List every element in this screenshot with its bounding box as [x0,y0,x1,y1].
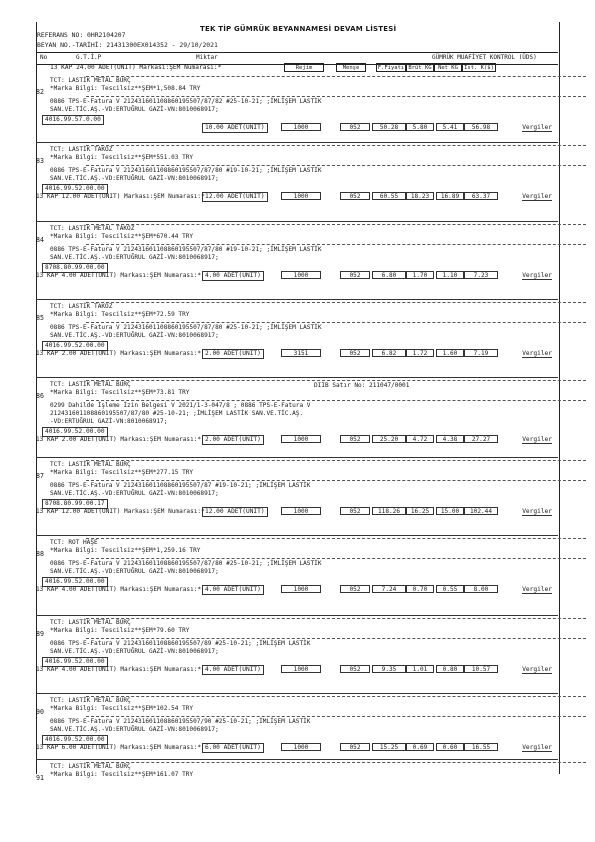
sub-net: Net KG [434,63,462,72]
item-description: TCT: LASTİK METAL BURÇ [50,763,131,770]
item-value: 1000 [281,507,321,515]
item-description: *Marka Bilgi: Tescilsiz**ŞEM*161.07 TRY [50,771,194,778]
item-value: 1000 [281,192,321,200]
item-description: *Marka Bilgi: Tescilsiz**ŞEM*277.15 TRY [50,469,194,476]
item-value: 0.70 [406,585,434,593]
item-note: DIIB Satır No: 211047/0001 [314,382,410,389]
declaration-number: BEYAN NO.-TARİHİ: 21431300EX014352 - 29/10/2021 [37,41,218,49]
item-value: 1000 [281,123,321,131]
item-value: 1000 [281,585,321,593]
separator [86,618,586,619]
item-number: 85 [36,314,44,322]
taxes-link: Vergiler [522,666,552,673]
header-gtip: G.T.İ.P [76,54,102,61]
item-quantity: 4.00 ADET(UNIT) [202,271,264,281]
item-description: *Marka Bilgi: Tescilsiz**ŞEM*79.60 TRY [50,627,190,634]
separator [86,696,586,697]
item-value: 5.41 [436,123,464,131]
item-invoice: 0886 TPS-E-Fatura V 212431601108860195507/89 #25-10-21; ;İMLİŞEM LASTİK [50,640,311,647]
item-invoice: 0886 TPS-E-Fatura V 212431601108860195507/87/80 #25-10-21; ;İMLİŞEM LASTİK [50,324,322,331]
item-description: TCT: LASTİK METAL BURÇ [50,77,131,84]
item-value: 0.55 [436,585,464,593]
item-block [36,378,558,458]
item-value: 7.19 [464,349,498,357]
item-description: *Marka Bilgi: Tescilsiz**ŞEM*73.81 TRY [50,389,190,396]
item-description: TCT: LASTİK METAL BURÇ [50,381,131,388]
reference-number: REFERANS NO: 0HR2104207 [37,31,126,39]
item-block [36,143,558,222]
item-value: 9.35 [372,665,406,673]
item-description: *Marka Bilgi: Tescilsiz**ŞEM*1,508.84 TRY [50,85,201,92]
sub-mense: Menşe [336,63,366,72]
taxes-link: Vergiler [522,744,552,751]
item-quantity: 12.00 ADET(UNIT) [202,192,268,202]
taxes-link: Vergiler [522,508,552,515]
separator [86,76,586,77]
item-hs-code: 4016.99.52.00.00 [42,577,108,587]
item-quantity: 2.00 ADET(UNIT) [202,349,264,359]
item-value: 7.23 [464,271,498,279]
item-number: 86 [36,392,44,400]
item-value: 3151 [281,349,321,357]
item-value: 16.55 [464,743,498,751]
item-package-line: 13 KAP 4.00 ADET(UNIT) Markası:ŞEM Numarası:* [36,586,202,593]
item-hs-code: 4016.99.52.00.00 [42,341,108,351]
separator [86,716,586,717]
item-value: 7.24 [372,585,406,593]
item-description: TCT: LASTİK METAL TAKOZ [50,225,135,232]
header-no: No [40,54,48,61]
item-invoice: SAN.VE.TİC.AŞ.-VD:ERTUĞRUL GAZİ-VN:8010068917; [50,568,219,575]
item-value: 1.72 [406,349,434,357]
header-gumruk: GÜMRÜK MUAFİYET KONTROL (ÜDS) [432,54,537,61]
item-block [36,694,558,760]
item-number: 88 [36,550,44,558]
item-invoice: SAN.VE.TİC.AŞ.-VD:ERTUĞRUL GAZİ-VN:8010068917; [50,254,219,261]
item-value: 50.28 [372,123,406,131]
item-value: 102.44 [464,507,498,515]
item-description: TCT: LASTİK METAL BURÇ [50,461,131,468]
item-invoice: 0886 TPS-E-Fatura V 212431601108860195507/87/80 #19-10-21; ;İMLİŞEM LASTİK [50,167,322,174]
item-description: *Marka Bilgi: Tescilsiz**ŞEM*72.59 TRY [50,311,190,318]
separator [86,558,586,559]
item-hs-code: 4016.99.52.00.00 [42,657,108,667]
item-value: 18.23 [406,192,434,200]
item-invoice: 0299 Dahilde İşleme İzin Belgesi V 2021/1-3-047/8 ; 0886 TPS-E-Fatura V [50,402,311,409]
item-value: 25.20 [372,435,406,443]
item-description: *Marka Bilgi: Tescilsiz**ŞEM*551.03 TRY [50,154,194,161]
item-invoice: 0886 TPS-E-Fatura V 212431601108860195507/90 #25-10-21; ;İMLİŞEM LASTİK [50,718,311,725]
item-number: 90 [36,708,44,716]
item-hs-code: 4016.99.52.00.00 [42,184,108,194]
item-description: TCT: LASTİK METAL BURÇ [50,697,131,704]
item-value: 1.70 [406,271,434,279]
taxes-link: Vergiler [522,586,552,593]
item-quantity: 12.00 ADET(UNIT) [202,507,268,517]
document-title: TEK TİP GÜMRÜK BEYANNAMESİ DEVAM LİSTESİ [200,25,397,33]
item-block [36,222,558,300]
item-package-line: 13 KAP 2.00 ADET(UNIT) Markası:ŞEM Numarası:* [36,350,202,357]
separator [86,145,586,146]
item-value: 118.26 [372,507,406,515]
item-value: 052 [340,507,370,515]
item-value: 1000 [281,665,321,673]
separator [86,322,586,323]
item-value: 052 [340,123,370,131]
item-invoice: 0886 TPS-E-Fatura V 212431601108860195507/87/82 #25-10-21; ;İMLİŞEM LASTİK [50,98,322,105]
sub-rejim: Rejim [284,63,324,72]
item-value: 1.60 [436,349,464,357]
item-value: 052 [340,192,370,200]
item-value: 052 [340,743,370,751]
item-invoice: -VD:ERTUĞRUL GAZİ-VN:8010068917; [50,418,168,425]
item-value: 052 [340,435,370,443]
item-value: 56.98 [464,123,498,131]
sub-brut: Brüt KG [406,63,434,72]
item-value: 16.89 [436,192,464,200]
item-description: TCT: LASTİK TAKOZ [50,146,113,153]
item-invoice: 0886 TPS-E-Fatura V 212431601108860195507/87 #19-10-21; ;İMLİŞEM LASTİK [50,482,311,489]
item-block [36,300,558,378]
separator [86,224,586,225]
item-quantity: 4.00 ADET(UNIT) [202,585,264,595]
item-hs-code: 4016.99.52.00.00 [42,735,108,745]
item-hs-code: 4016.99.57.0.00 [42,115,104,125]
item-value: 0.80 [436,665,464,673]
separator [86,638,586,639]
item-description: *Marka Bilgi: Tescilsiz**ŞEM*102.54 TRY [50,705,194,712]
item-quantity: 2.00 ADET(UNIT) [202,435,264,445]
item-hs-code: 4016.99.52.00.00 [42,427,108,437]
item-value: 6.82 [372,349,406,357]
item-value: 63.37 [464,192,498,200]
item-invoice: SAN.VE.TİC.AŞ.-VD:ERTUĞRUL GAZİ-VN:8010068917; [50,490,219,497]
item-invoice: 212431601108860195507/87/80 #25-10-21; ;İMLİŞEM LASTİK SAN.VE.TİC.AŞ. [50,410,304,417]
taxes-link: Vergiler [522,350,552,357]
item-quantity: 10.00 ADET(UNIT) [202,123,268,133]
item-description: TCT: LASTİK METAL BURÇ [50,619,131,626]
item-value: 10.57 [464,665,498,673]
item-invoice: SAN.VE.TİC.AŞ.-VD:ERTUĞRUL GAZİ-VN:8010068917; [50,648,219,655]
separator [86,380,586,381]
item-value: 27.27 [464,435,498,443]
item-value: 4.38 [436,435,464,443]
taxes-link: Vergiler [522,272,552,279]
sub-fiyat: F.Fiyatı [377,65,405,71]
item-value: 052 [340,665,370,673]
separator [86,302,586,303]
item-invoice: SAN.VE.TİC.AŞ.-VD:ERTUĞRUL GAZİ-VN:8010068917; [50,175,219,182]
header-miktar: Miktar [196,54,218,61]
item-number: 82 [36,88,44,96]
separator [86,460,586,461]
item-package-line: 13 KAP 4.00 ADET(UNIT) Markası:ŞEM Numarası:* [36,272,202,279]
item-quantity: 4.00 ADET(UNIT) [202,665,264,675]
item-value: 0.60 [436,743,464,751]
item-number: 84 [36,236,44,244]
item-package-line: 13 KAP 12.00 ADET(UNIT) Markası:ŞEM Numarası:* [36,508,205,515]
item-value: 052 [340,585,370,593]
item-value: 60.55 [372,192,406,200]
item-package-line: 13 KAP 24.00 ADET(UNIT) Markası:ŞEM Numarası:* [50,64,222,71]
item-hs-code: 8708.80.99.00.00 [42,263,108,273]
item-value: 8.00 [464,585,498,593]
item-value: 1.01 [406,665,434,673]
item-value: 052 [340,349,370,357]
item-block [36,458,558,536]
item-invoice: SAN.VE.TİC.AŞ.-VD:ERTUĞRUL GAZİ-VN:8010068917; [50,332,219,339]
item-value: 0.69 [406,743,434,751]
sub-ist: İst. K($) [462,63,496,72]
separator [86,400,586,401]
item-value: 6.80 [372,271,406,279]
item-block [36,536,558,616]
item-package-line: 13 KAP 12.00 ADET(UNIT) Markası:ŞEM Numarası:* [36,193,205,200]
item-description: TCT: ROT HAŞE [50,539,98,546]
item-value: 1000 [281,743,321,751]
item-number: 91 [36,774,44,782]
item-value: 16.25 [406,507,434,515]
item-package-line: 13 KAP 6.00 ADET(UNIT) Markası:ŞEM Numarası:* [36,744,202,751]
item-description: *Marka Bilgi: Tescilsiz**ŞEM*670.44 TRY [50,233,194,240]
item-hs-code: 8708.80.99.00.17 [42,499,108,509]
taxes-link: Vergiler [522,124,552,131]
item-package-line: 13 KAP 2.00 ADET(UNIT) Markası:ŞEM Numarası:* [36,436,202,443]
item-block [36,64,558,143]
item-block [36,616,558,694]
item-value: 1.10 [436,271,464,279]
separator [86,480,586,481]
separator [86,96,586,97]
item-value: 4.72 [406,435,434,443]
item-number: 83 [36,157,44,165]
separator [86,165,586,166]
item-description: *Marka Bilgi: Tescilsiz**ŞEM*1,259.16 TRY [50,547,201,554]
item-value: 1000 [281,271,321,279]
item-value: 052 [340,271,370,279]
taxes-link: Vergiler [522,436,552,443]
item-description: TCT: LASTİK TAKOZ [50,303,113,310]
item-number: 89 [36,630,44,638]
item-value: 5.80 [406,123,434,131]
item-value: 1000 [281,435,321,443]
separator [86,538,586,539]
item-value: 15.25 [372,743,406,751]
item-invoice: 0886 TPS-E-Fatura V 212431601108860195507/87/80 #19-10-21; ;İMLİŞEM LASTİK [50,246,322,253]
separator [86,244,586,245]
item-invoice: SAN.VE.TİC.AŞ.-VD:ERTUĞRUL GAZİ-VN:8010068917; [50,106,219,113]
item-quantity: 6.00 ADET(UNIT) [202,743,264,753]
item-invoice: 0886 TPS-E-Fatura V 212431601108860195507/87/80 #25-10-21; ;İMLİŞEM LASTİK [50,560,322,567]
separator [86,762,586,763]
item-number: 87 [36,472,44,480]
taxes-link: Vergiler [522,193,552,200]
item-value: 15.00 [436,507,464,515]
item-invoice: SAN.VE.TİC.AŞ.-VD:ERTUĞRUL GAZİ-VN:8010068917; [50,726,219,733]
item-package-line: 13 KAP 4.00 ADET(UNIT) Markası:ŞEM Numarası:* [36,666,202,673]
item-block [36,760,558,830]
